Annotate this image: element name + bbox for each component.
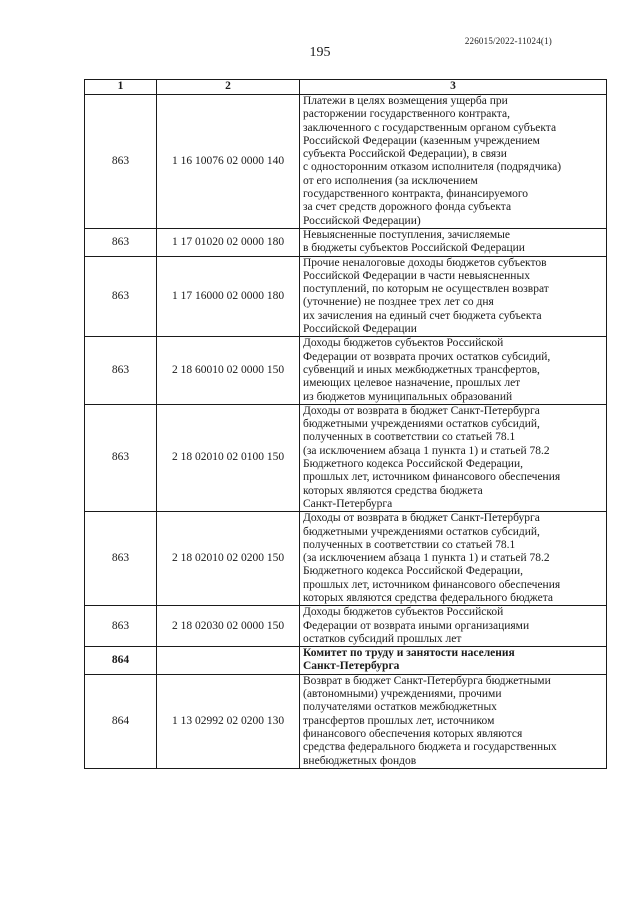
- description-cell: [300, 404, 607, 511]
- column-header-description: 3: [300, 80, 607, 95]
- table-body: [85, 95, 607, 769]
- description-line: Федерации от возврата прочих остатков субсидий,: [303, 350, 551, 363]
- description-line: Доходы от возврата в бюджет Санкт-Петербурга: [303, 404, 540, 417]
- description-line: трансфертов прошлых лет, источником: [303, 714, 495, 727]
- description-cell: [300, 95, 607, 229]
- table-row: [85, 337, 607, 404]
- description-cell: [300, 228, 607, 256]
- description-line: Санкт-Петербурга: [303, 660, 400, 673]
- description-line: Санкт-Петербурга: [303, 497, 393, 510]
- admin-code-cell: 863: [85, 95, 157, 229]
- description-line: Возврат в бюджет Санкт-Петербурга бюджетными: [303, 674, 551, 687]
- table-row: [85, 674, 607, 768]
- description-line: из бюджетов муниципальных образований: [303, 390, 513, 403]
- description-line: полученных в соответствии со статьей 78.1: [303, 431, 516, 444]
- revenue-code-cell: 2 18 02010 02 0200 150: [157, 512, 300, 606]
- description-line: Прочие неналоговые доходы бюджетов субъектов: [303, 256, 547, 269]
- admin-code-cell: 863: [85, 512, 157, 606]
- description-line: прошлых лет, источником финансового обеспечения: [303, 578, 561, 591]
- description-line: Доходы бюджетов субъектов Российской: [303, 337, 504, 350]
- description-line: которых являются средства федерального бюджета: [303, 591, 553, 604]
- description-line: (уточнение) не позднее трех лет со дня: [303, 296, 494, 309]
- description-line: субъекта Российской Федерации), в связи: [303, 148, 507, 161]
- table-row: [85, 404, 607, 511]
- description-line: Бюджетного кодекса Российской Федерации,: [303, 458, 523, 471]
- description-line: государственного контракта, финансируемого: [303, 188, 529, 201]
- description-line: внебюджетных фондов: [303, 754, 417, 767]
- description-line: с односторонним отказом исполнителя (подрядчика): [303, 161, 562, 174]
- column-header-admin: 1: [85, 80, 157, 95]
- admin-code-cell: 863: [85, 337, 157, 404]
- description-line: Российской Федерации (казенным учреждением: [303, 134, 540, 147]
- description-line: прошлых лет, источником финансового обеспечения: [303, 471, 561, 484]
- description-cell: [300, 337, 607, 404]
- revenue-code-cell: 1 17 01020 02 0000 180: [157, 228, 300, 256]
- description-line: их зачисления на единый счет бюджета субъекта: [303, 309, 542, 322]
- description-line: Комитет по труду и занятости населения: [303, 647, 515, 660]
- admin-code-cell: 863: [85, 256, 157, 337]
- table-row: [85, 95, 607, 229]
- revenue-code-cell: [157, 647, 300, 675]
- admin-code-cell: 863: [85, 404, 157, 511]
- description-line: полученных в соответствии со статьей 78.1: [303, 538, 516, 551]
- revenue-code-cell: 1 17 16000 02 0000 180: [157, 256, 300, 337]
- description-line: средства федерального бюджета и государственных: [303, 741, 557, 754]
- description-line: бюджетными учреждениями остатков субсидий,: [303, 418, 540, 431]
- description-cell: [300, 647, 607, 675]
- description-line: Российской Федерации в части невыясненных: [303, 269, 530, 282]
- revenue-codes-table: [84, 79, 607, 769]
- description-line: Доходы бюджетов субъектов Российской: [303, 606, 504, 619]
- document-number: 226015/2022-11024(1): [464, 36, 552, 46]
- admin-code-cell: 863: [85, 606, 157, 647]
- admin-code-cell: 864: [85, 647, 157, 675]
- description-line: (за исключением абзаца 1 пункта 1) и статьей 78.2: [303, 552, 550, 565]
- description-line: Платежи в целях возмещения ущерба при: [303, 95, 508, 107]
- admin-code-cell: 864: [85, 674, 157, 768]
- description-line: Российской Федерации: [303, 323, 417, 336]
- revenue-code-cell: 2 18 02030 02 0000 150: [157, 606, 300, 647]
- table-row: [85, 512, 607, 606]
- description-line: которых являются средства бюджета: [303, 484, 483, 497]
- revenue-code-cell: 2 18 02010 02 0100 150: [157, 404, 300, 511]
- description-line: поступлений, по которым не осуществлен возврат: [303, 283, 549, 296]
- description-line: расторжении государственного контракта,: [303, 108, 510, 121]
- description-line: Федерации от возврата иными организациями: [303, 619, 530, 632]
- table-header: [85, 80, 607, 95]
- revenue-code-cell: 1 13 02992 02 0200 130: [157, 674, 300, 768]
- description-line: субвенций и иных межбюджетных трансфертов,: [303, 363, 540, 376]
- description-line: получателями остатков межбюджетных: [303, 701, 497, 714]
- description-line: в бюджеты субъектов Российской Федерации: [303, 242, 525, 255]
- description-cell: [300, 512, 607, 606]
- description-line: Доходы от возврата в бюджет Санкт-Петербурга: [303, 512, 540, 525]
- description-line: Российской Федерации): [303, 214, 421, 227]
- description-line: имеющих целевое назначение, прошлых лет: [303, 377, 521, 390]
- description-line: остатков субсидий прошлых лет: [303, 632, 462, 645]
- description-cell: [300, 256, 607, 337]
- description-line: за счет средств дорожного фонда субъекта: [303, 201, 512, 214]
- column-header-code: 2: [157, 80, 300, 95]
- table-row: [85, 256, 607, 337]
- description-line: заключенного с государственным органом субъекта: [303, 121, 557, 134]
- description-line: финансового обеспечения которых являются: [303, 727, 523, 740]
- description-line: Невыясненные поступления, зачисляемые: [303, 228, 510, 241]
- table-row: [85, 606, 607, 647]
- revenue-code-cell: 2 18 60010 02 0000 150: [157, 337, 300, 404]
- header-row: [85, 80, 607, 95]
- table-row-heading: [85, 647, 607, 675]
- description-line: Бюджетного кодекса Российской Федерации,: [303, 565, 523, 578]
- description-line: (за исключением абзаца 1 пункта 1) и статьей 78.2: [303, 444, 550, 457]
- table-row: [85, 228, 607, 256]
- page-number: 195: [309, 45, 331, 60]
- revenue-code-cell: 1 16 10076 02 0000 140: [157, 95, 300, 229]
- description-cell: [300, 606, 607, 647]
- description-line: (автономными) учреждениями, прочими: [303, 688, 502, 701]
- admin-code-cell: 863: [85, 228, 157, 256]
- description-cell: [300, 674, 607, 768]
- description-line: от его исполнения (за исключением: [303, 174, 478, 187]
- description-line: бюджетными учреждениями остатков субсидий,: [303, 525, 540, 538]
